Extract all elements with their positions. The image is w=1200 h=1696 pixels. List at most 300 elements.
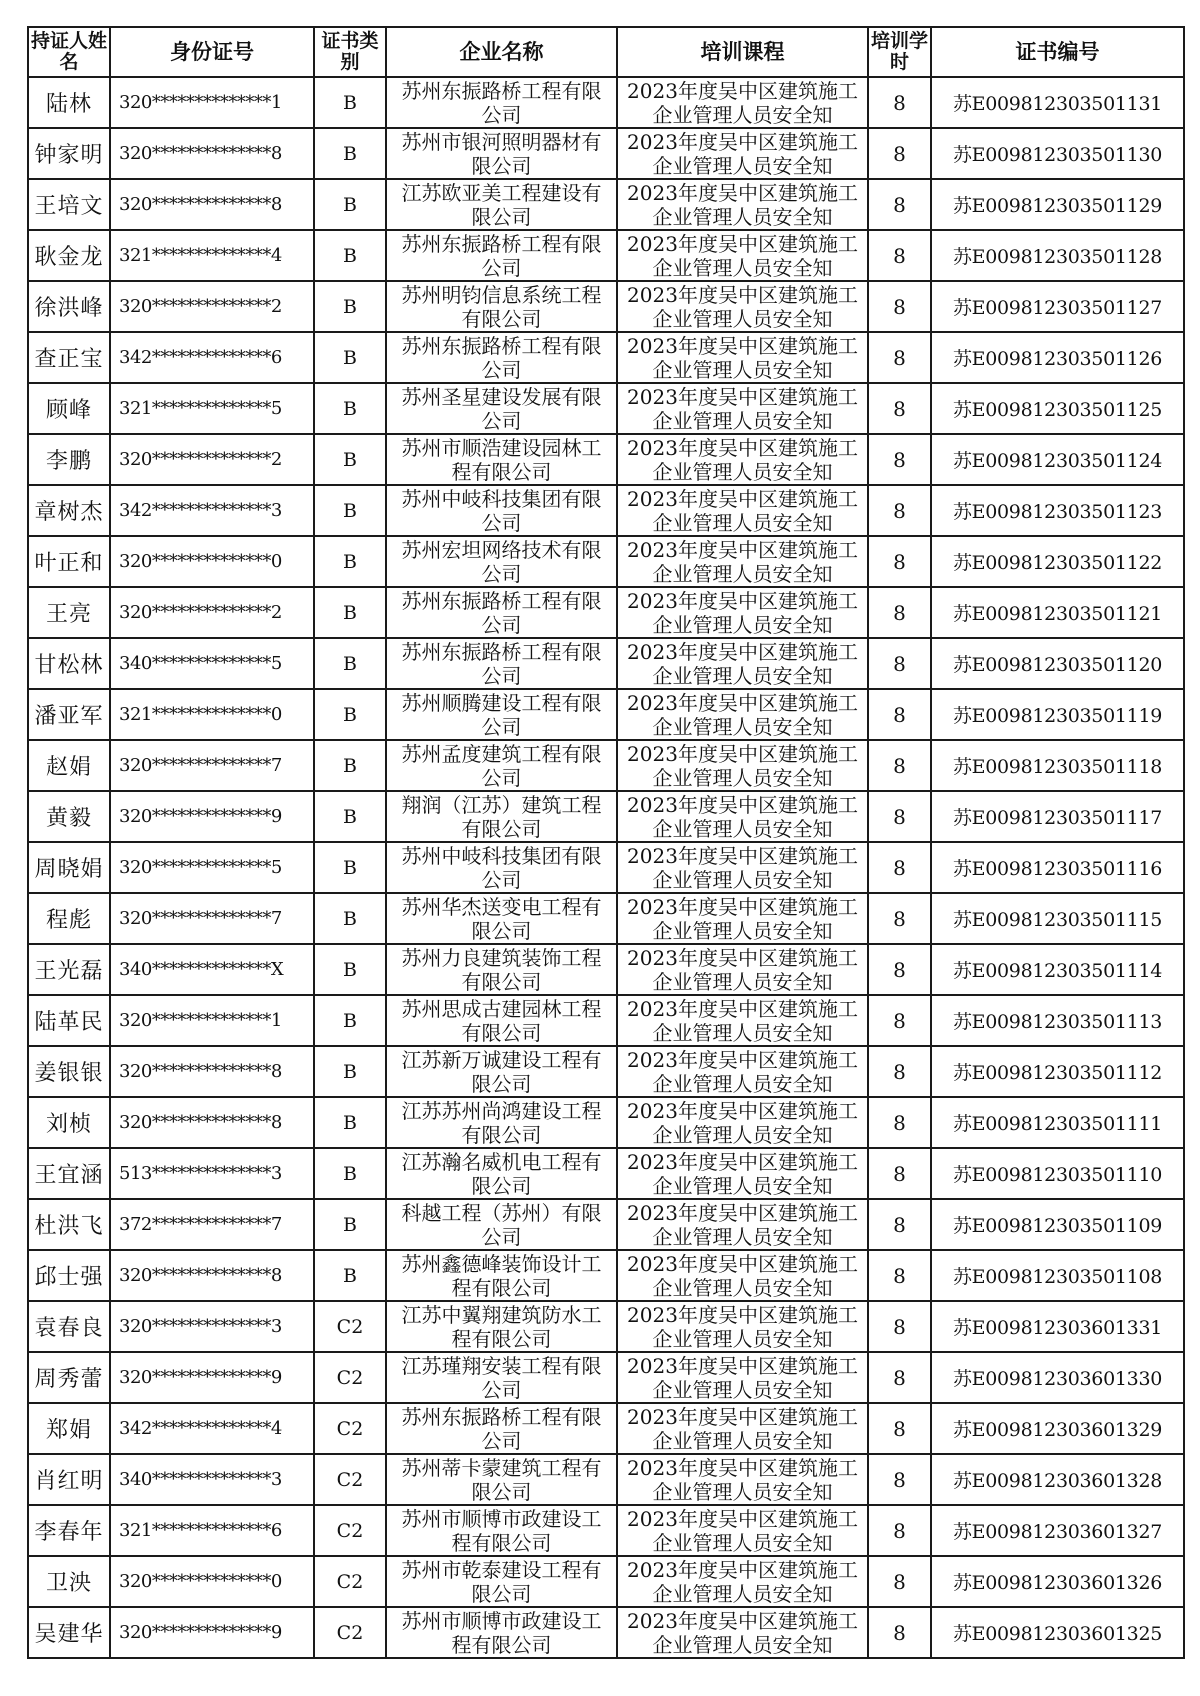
table-row <box>28 791 1184 842</box>
table-row <box>28 128 1184 179</box>
course-cell <box>617 179 868 230</box>
course-text: 2023年度吴中区建筑施工企业管理人员安全知 <box>627 232 858 280</box>
holder-name-cell: 姜银银 <box>28 1046 110 1097</box>
table-row <box>28 1607 1184 1658</box>
company-name-text: 科越工程（苏州）有限公司 <box>401 1201 602 1249</box>
course-text: 2023年度吴中区建筑施工企业管理人员安全知 <box>627 1507 858 1555</box>
hours-cell: 8 <box>868 1403 931 1454</box>
company-name-text: 苏州东振路桥工程有限公司 <box>401 589 602 637</box>
company-name-cell <box>386 944 617 995</box>
id-number-cell: 320**************8 <box>110 179 314 230</box>
table-row <box>28 1199 1184 1250</box>
course-text: 2023年度吴中区建筑施工企业管理人员安全知 <box>627 79 858 127</box>
course-cell <box>617 1250 868 1301</box>
holder-name-cell: 周秀蕾 <box>28 1352 110 1403</box>
table-row <box>28 230 1184 281</box>
hours-cell: 8 <box>868 587 931 638</box>
id-number-cell: 320**************9 <box>110 1352 314 1403</box>
holder-name-cell: 王亮 <box>28 587 110 638</box>
header-certificate-category: 证书类别 <box>314 27 386 77</box>
course-cell <box>617 332 868 383</box>
holder-name-cell: 李春年 <box>28 1505 110 1556</box>
hours-cell: 8 <box>868 332 931 383</box>
category-cell: B <box>314 128 386 179</box>
company-name-text: 苏州宏坦网络技术有限公司 <box>401 538 602 586</box>
certificate-number-cell: 苏E009812303501114 <box>931 944 1184 995</box>
header-holder-name: 持证人姓名 <box>28 27 110 77</box>
table-row <box>28 1250 1184 1301</box>
course-text: 2023年度吴中区建筑施工企业管理人员安全知 <box>627 1201 858 1249</box>
company-name-text: 苏州鑫德峰装饰设计工程有限公司 <box>401 1252 602 1300</box>
hours-cell: 8 <box>868 485 931 536</box>
table-row <box>28 1097 1184 1148</box>
certificate-number-cell: 苏E009812303501115 <box>931 893 1184 944</box>
table-row <box>28 1301 1184 1352</box>
company-name-cell <box>386 740 617 791</box>
id-number-cell: 320**************0 <box>110 536 314 587</box>
holder-name-cell: 周晓娟 <box>28 842 110 893</box>
category-cell: B <box>314 638 386 689</box>
course-text: 2023年度吴中区建筑施工企业管理人员安全知 <box>627 1303 858 1351</box>
category-cell: B <box>314 536 386 587</box>
course-text: 2023年度吴中区建筑施工企业管理人员安全知 <box>627 1252 858 1300</box>
certificate-number-cell: 苏E009812303501131 <box>931 77 1184 128</box>
course-cell <box>617 536 868 587</box>
id-number-cell: 513**************3 <box>110 1148 314 1199</box>
hours-cell: 8 <box>868 383 931 434</box>
holder-name-cell: 郑娟 <box>28 1403 110 1454</box>
company-name-cell <box>386 1607 617 1658</box>
company-name-cell <box>386 536 617 587</box>
course-cell <box>617 1097 868 1148</box>
course-cell <box>617 1301 868 1352</box>
certificate-number-cell: 苏E009812303501128 <box>931 230 1184 281</box>
table-row <box>28 434 1184 485</box>
course-text: 2023年度吴中区建筑施工企业管理人员安全知 <box>627 487 858 535</box>
course-cell <box>617 1352 868 1403</box>
holder-name-cell: 杜洪飞 <box>28 1199 110 1250</box>
company-name-cell <box>386 1454 617 1505</box>
company-name-text: 苏州力良建筑装饰工程有限公司 <box>401 946 602 994</box>
id-number-cell: 342**************6 <box>110 332 314 383</box>
hours-cell: 8 <box>868 1556 931 1607</box>
course-text: 2023年度吴中区建筑施工企业管理人员安全知 <box>627 640 858 688</box>
header-training-hours: 培训学时 <box>868 27 931 77</box>
course-cell <box>617 740 868 791</box>
id-number-cell: 320**************7 <box>110 740 314 791</box>
course-text: 2023年度吴中区建筑施工企业管理人员安全知 <box>627 1150 858 1198</box>
category-cell: B <box>314 1148 386 1199</box>
certificate-number-cell: 苏E009812303501109 <box>931 1199 1184 1250</box>
category-cell: B <box>314 77 386 128</box>
company-name-cell <box>386 893 617 944</box>
holder-name-cell: 章树杰 <box>28 485 110 536</box>
header-row <box>28 27 1184 77</box>
table-row <box>28 893 1184 944</box>
company-name-text: 江苏瀚名威机电工程有限公司 <box>401 1150 602 1198</box>
course-text: 2023年度吴中区建筑施工企业管理人员安全知 <box>627 691 858 739</box>
category-cell: C2 <box>314 1556 386 1607</box>
hours-cell: 8 <box>868 944 931 995</box>
category-cell: C2 <box>314 1607 386 1658</box>
company-name-text: 江苏瑾翔安装工程有限公司 <box>401 1354 602 1402</box>
course-cell <box>617 230 868 281</box>
table-row <box>28 587 1184 638</box>
certificate-number-cell: 苏E009812303601331 <box>931 1301 1184 1352</box>
id-number-cell: 320**************8 <box>110 128 314 179</box>
course-text: 2023年度吴中区建筑施工企业管理人员安全知 <box>627 538 858 586</box>
course-text: 2023年度吴中区建筑施工企业管理人员安全知 <box>627 334 858 382</box>
course-cell <box>617 1556 868 1607</box>
holder-name-cell: 邱士强 <box>28 1250 110 1301</box>
company-name-text: 苏州中岐科技集团有限公司 <box>401 487 602 535</box>
certificate-number-cell: 苏E009812303501120 <box>931 638 1184 689</box>
course-text: 2023年度吴中区建筑施工企业管理人员安全知 <box>627 589 858 637</box>
hours-cell: 8 <box>868 842 931 893</box>
certificate-number-cell: 苏E009812303501124 <box>931 434 1184 485</box>
holder-name-cell: 查正宝 <box>28 332 110 383</box>
id-number-cell: 321**************0 <box>110 689 314 740</box>
course-cell <box>617 128 868 179</box>
table-row <box>28 1352 1184 1403</box>
company-name-cell <box>386 485 617 536</box>
course-cell <box>617 1505 868 1556</box>
holder-name-cell: 肖红明 <box>28 1454 110 1505</box>
table-row <box>28 1454 1184 1505</box>
certificate-number-cell: 苏E009812303501127 <box>931 281 1184 332</box>
id-number-cell: 320**************9 <box>110 1607 314 1658</box>
table-row <box>28 281 1184 332</box>
company-name-text: 江苏中翼翔建筑防水工程有限公司 <box>401 1303 602 1351</box>
holder-name-cell: 顾峰 <box>28 383 110 434</box>
id-number-cell: 320**************2 <box>110 281 314 332</box>
id-number-cell: 342**************4 <box>110 1403 314 1454</box>
hours-cell: 8 <box>868 434 931 485</box>
id-number-cell: 342**************3 <box>110 485 314 536</box>
company-name-text: 苏州蒂卡蒙建筑工程有限公司 <box>401 1456 602 1504</box>
hours-cell: 8 <box>868 128 931 179</box>
id-number-cell: 320**************7 <box>110 893 314 944</box>
holder-name-cell: 陆革民 <box>28 995 110 1046</box>
table-row <box>28 179 1184 230</box>
company-name-text: 苏州市顺博市政建设工程有限公司 <box>401 1507 602 1555</box>
category-cell: B <box>314 791 386 842</box>
certificate-number-cell: 苏E009812303501119 <box>931 689 1184 740</box>
category-cell: B <box>314 230 386 281</box>
company-name-text: 江苏苏州尚鸿建设工程有限公司 <box>401 1099 602 1147</box>
course-text: 2023年度吴中区建筑施工企业管理人员安全知 <box>627 1048 858 1096</box>
company-name-cell <box>386 1352 617 1403</box>
company-name-cell <box>386 1046 617 1097</box>
hours-cell: 8 <box>868 1148 931 1199</box>
company-name-text: 苏州东振路桥工程有限公司 <box>401 232 602 280</box>
id-number-cell: 340**************3 <box>110 1454 314 1505</box>
course-cell <box>617 587 868 638</box>
category-cell: B <box>314 485 386 536</box>
company-name-text: 苏州市顺博市政建设工程有限公司 <box>401 1609 602 1657</box>
category-cell: B <box>314 740 386 791</box>
certificate-number-cell: 苏E009812303601330 <box>931 1352 1184 1403</box>
certificate-number-cell: 苏E009812303501123 <box>931 485 1184 536</box>
company-name-text: 苏州东振路桥工程有限公司 <box>401 640 602 688</box>
company-name-cell <box>386 1199 617 1250</box>
header-certificate-number: 证书编号 <box>931 27 1184 77</box>
holder-name-cell: 袁春良 <box>28 1301 110 1352</box>
id-number-cell: 320**************0 <box>110 1556 314 1607</box>
company-name-text: 苏州顺腾建设工程有限公司 <box>401 691 602 739</box>
hours-cell: 8 <box>868 1607 931 1658</box>
id-number-cell: 320**************3 <box>110 1301 314 1352</box>
hours-cell: 8 <box>868 1301 931 1352</box>
holder-name-cell: 徐洪峰 <box>28 281 110 332</box>
hours-cell: 8 <box>868 995 931 1046</box>
company-name-text: 苏州市银河照明器材有限公司 <box>401 130 602 178</box>
category-cell: C2 <box>314 1352 386 1403</box>
id-number-cell: 321**************6 <box>110 1505 314 1556</box>
course-cell <box>617 689 868 740</box>
certificate-number-cell: 苏E009812303501121 <box>931 587 1184 638</box>
category-cell: B <box>314 1046 386 1097</box>
certificate-number-cell: 苏E009812303601329 <box>931 1403 1184 1454</box>
course-text: 2023年度吴中区建筑施工企业管理人员安全知 <box>627 1609 858 1657</box>
holder-name-cell: 吴建华 <box>28 1607 110 1658</box>
certificate-number-cell: 苏E009812303501113 <box>931 995 1184 1046</box>
company-name-text: 江苏欧亚美工程建设有限公司 <box>401 181 602 229</box>
hours-cell: 8 <box>868 230 931 281</box>
course-text: 2023年度吴中区建筑施工企业管理人员安全知 <box>627 130 858 178</box>
course-cell <box>617 638 868 689</box>
id-number-cell: 320**************5 <box>110 842 314 893</box>
course-cell <box>617 842 868 893</box>
category-cell: B <box>314 332 386 383</box>
header-id-number: 身份证号 <box>110 27 314 77</box>
company-name-cell <box>386 434 617 485</box>
company-name-text: 苏州市顺浩建设园林工程有限公司 <box>401 436 602 484</box>
company-name-cell <box>386 1097 617 1148</box>
id-number-cell: 340**************5 <box>110 638 314 689</box>
course-cell <box>617 485 868 536</box>
certificate-number-cell: 苏E009812303601325 <box>931 1607 1184 1658</box>
company-name-cell <box>386 1250 617 1301</box>
holder-name-cell: 王宜涵 <box>28 1148 110 1199</box>
company-name-text: 苏州圣星建设发展有限公司 <box>401 385 602 433</box>
category-cell: B <box>314 281 386 332</box>
hours-cell: 8 <box>868 893 931 944</box>
id-number-cell: 372**************7 <box>110 1199 314 1250</box>
category-cell: C2 <box>314 1403 386 1454</box>
course-text: 2023年度吴中区建筑施工企业管理人员安全知 <box>627 1354 858 1402</box>
company-name-cell <box>386 1505 617 1556</box>
certificate-number-cell: 苏E009812303501110 <box>931 1148 1184 1199</box>
course-cell <box>617 1046 868 1097</box>
table-row <box>28 1556 1184 1607</box>
company-name-cell <box>386 1301 617 1352</box>
table-row <box>28 842 1184 893</box>
table-row <box>28 485 1184 536</box>
course-cell <box>617 1148 868 1199</box>
category-cell: C2 <box>314 1505 386 1556</box>
company-name-text: 苏州思成古建园林工程有限公司 <box>401 997 602 1045</box>
holder-name-cell: 叶正和 <box>28 536 110 587</box>
hours-cell: 8 <box>868 1199 931 1250</box>
company-name-cell <box>386 1148 617 1199</box>
id-number-cell: 340**************X <box>110 944 314 995</box>
course-cell <box>617 1454 868 1505</box>
id-number-cell: 320**************2 <box>110 587 314 638</box>
certificate-number-cell: 苏E009812303501125 <box>931 383 1184 434</box>
course-text: 2023年度吴中区建筑施工企业管理人员安全知 <box>627 181 858 229</box>
table-row <box>28 638 1184 689</box>
header-training-course: 培训课程 <box>617 27 868 77</box>
course-text: 2023年度吴中区建筑施工企业管理人员安全知 <box>627 1405 858 1453</box>
company-name-text: 苏州华杰送变电工程有限公司 <box>401 895 602 943</box>
hours-cell: 8 <box>868 740 931 791</box>
table-row <box>28 995 1184 1046</box>
holder-name-cell: 耿金龙 <box>28 230 110 281</box>
certificate-table <box>27 26 1185 1659</box>
course-cell <box>617 434 868 485</box>
company-name-cell <box>386 689 617 740</box>
certificate-number-cell: 苏E009812303501112 <box>931 1046 1184 1097</box>
company-name-cell <box>386 587 617 638</box>
company-name-text: 苏州东振路桥工程有限公司 <box>401 1405 602 1453</box>
category-cell: B <box>314 179 386 230</box>
course-cell <box>617 1607 868 1658</box>
company-name-text: 苏州市乾泰建设工程有限公司 <box>401 1558 602 1606</box>
company-name-cell <box>386 179 617 230</box>
company-name-cell <box>386 842 617 893</box>
hours-cell: 8 <box>868 638 931 689</box>
certificate-number-cell: 苏E009812303501126 <box>931 332 1184 383</box>
course-cell <box>617 791 868 842</box>
holder-name-cell: 卫泱 <box>28 1556 110 1607</box>
holder-name-cell: 王培文 <box>28 179 110 230</box>
hours-cell: 8 <box>868 281 931 332</box>
category-cell: B <box>314 689 386 740</box>
hours-cell: 8 <box>868 179 931 230</box>
company-name-cell <box>386 77 617 128</box>
table-row <box>28 332 1184 383</box>
company-name-cell <box>386 128 617 179</box>
certificate-number-cell: 苏E009812303501117 <box>931 791 1184 842</box>
certificate-number-cell: 苏E009812303501116 <box>931 842 1184 893</box>
category-cell: B <box>314 383 386 434</box>
course-text: 2023年度吴中区建筑施工企业管理人员安全知 <box>627 946 858 994</box>
company-name-cell <box>386 1403 617 1454</box>
company-name-cell <box>386 791 617 842</box>
hours-cell: 8 <box>868 1454 931 1505</box>
table-row <box>28 1046 1184 1097</box>
hours-cell: 8 <box>868 536 931 587</box>
category-cell: B <box>314 995 386 1046</box>
header-company-name: 企业名称 <box>386 27 617 77</box>
company-name-cell <box>386 332 617 383</box>
company-name-text: 翔润（江苏）建筑工程有限公司 <box>401 793 602 841</box>
hours-cell: 8 <box>868 77 931 128</box>
holder-name-cell: 程彪 <box>28 893 110 944</box>
hours-cell: 8 <box>868 1250 931 1301</box>
course-cell <box>617 1199 868 1250</box>
category-cell: B <box>314 944 386 995</box>
company-name-text: 苏州孟度建筑工程有限公司 <box>401 742 602 790</box>
category-cell: B <box>314 1250 386 1301</box>
category-cell: B <box>314 587 386 638</box>
course-cell <box>617 893 868 944</box>
hours-cell: 8 <box>868 689 931 740</box>
id-number-cell: 320**************2 <box>110 434 314 485</box>
holder-name-cell: 陆林 <box>28 77 110 128</box>
course-text: 2023年度吴中区建筑施工企业管理人员安全知 <box>627 385 858 433</box>
table-row <box>28 1505 1184 1556</box>
hours-cell: 8 <box>868 1097 931 1148</box>
holder-name-cell: 王光磊 <box>28 944 110 995</box>
course-cell <box>617 383 868 434</box>
table-row <box>28 77 1184 128</box>
company-name-cell <box>386 995 617 1046</box>
course-text: 2023年度吴中区建筑施工企业管理人员安全知 <box>627 844 858 892</box>
course-cell <box>617 1403 868 1454</box>
id-number-cell: 321**************5 <box>110 383 314 434</box>
table-row <box>28 944 1184 995</box>
id-number-cell: 320**************8 <box>110 1097 314 1148</box>
table-row <box>28 740 1184 791</box>
category-cell: C2 <box>314 1301 386 1352</box>
hours-cell: 8 <box>868 1505 931 1556</box>
id-number-cell: 320**************1 <box>110 77 314 128</box>
company-name-cell <box>386 1556 617 1607</box>
id-number-cell: 320**************9 <box>110 791 314 842</box>
company-name-text: 苏州中岐科技集团有限公司 <box>401 844 602 892</box>
course-cell <box>617 995 868 1046</box>
course-text: 2023年度吴中区建筑施工企业管理人员安全知 <box>627 997 858 1045</box>
course-text: 2023年度吴中区建筑施工企业管理人员安全知 <box>627 742 858 790</box>
holder-name-cell: 潘亚军 <box>28 689 110 740</box>
course-text: 2023年度吴中区建筑施工企业管理人员安全知 <box>627 283 858 331</box>
hours-cell: 8 <box>868 791 931 842</box>
hours-cell: 8 <box>868 1352 931 1403</box>
certificate-number-cell: 苏E009812303601326 <box>931 1556 1184 1607</box>
table-row <box>28 1403 1184 1454</box>
table-row <box>28 536 1184 587</box>
holder-name-cell: 赵娟 <box>28 740 110 791</box>
company-name-text: 江苏新万诚建设工程有限公司 <box>401 1048 602 1096</box>
table-row <box>28 383 1184 434</box>
category-cell: B <box>314 1097 386 1148</box>
certificate-number-cell: 苏E009812303501130 <box>931 128 1184 179</box>
course-text: 2023年度吴中区建筑施工企业管理人员安全知 <box>627 1558 858 1606</box>
company-name-cell <box>386 230 617 281</box>
certificate-number-cell: 苏E009812303601327 <box>931 1505 1184 1556</box>
course-text: 2023年度吴中区建筑施工企业管理人员安全知 <box>627 793 858 841</box>
company-name-text: 苏州东振路桥工程有限公司 <box>401 79 602 127</box>
category-cell: B <box>314 893 386 944</box>
course-text: 2023年度吴中区建筑施工企业管理人员安全知 <box>627 1456 858 1504</box>
company-name-text: 苏州明钧信息系统工程有限公司 <box>401 283 602 331</box>
company-name-cell <box>386 281 617 332</box>
course-text: 2023年度吴中区建筑施工企业管理人员安全知 <box>627 436 858 484</box>
id-number-cell: 320**************1 <box>110 995 314 1046</box>
certificate-number-cell: 苏E009812303601328 <box>931 1454 1184 1505</box>
id-number-cell: 320**************8 <box>110 1046 314 1097</box>
holder-name-cell: 李鹏 <box>28 434 110 485</box>
holder-name-cell: 甘松林 <box>28 638 110 689</box>
company-name-cell <box>386 383 617 434</box>
company-name-cell <box>386 638 617 689</box>
category-cell: B <box>314 434 386 485</box>
course-cell <box>617 944 868 995</box>
course-cell <box>617 281 868 332</box>
holder-name-cell: 刘桢 <box>28 1097 110 1148</box>
